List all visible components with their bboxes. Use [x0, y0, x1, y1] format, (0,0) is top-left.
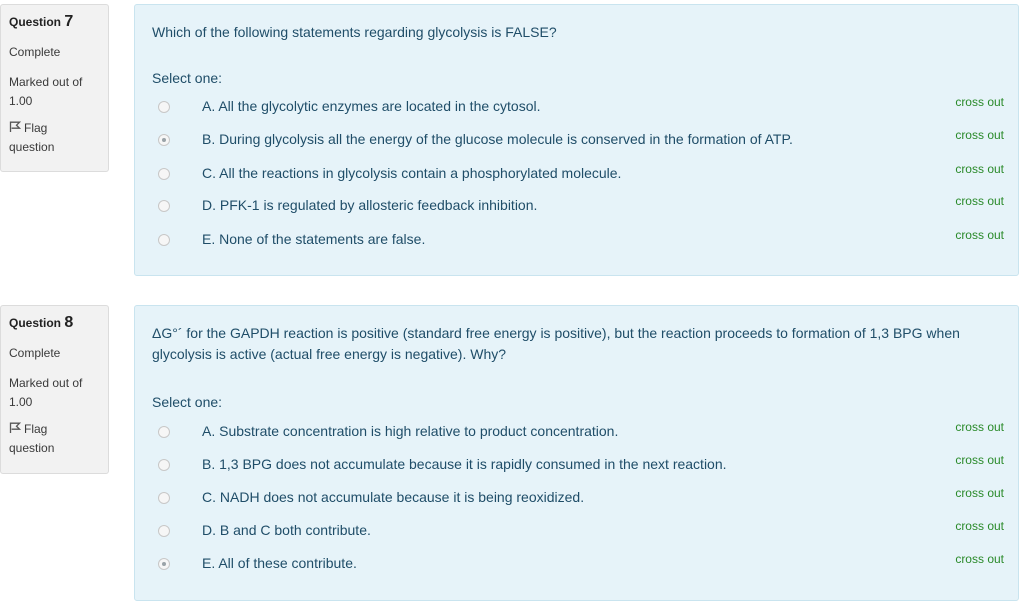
answer-radio-selected[interactable]: [158, 558, 170, 570]
answer-radio[interactable]: [158, 168, 170, 180]
answer-label[interactable]: B. During glycolysis all the energy of the glucose molecule is conserved in the formation of ATP.: [202, 131, 793, 147]
question-grade: Marked out of 1.00: [9, 376, 83, 409]
cross-out-link[interactable]: cross out: [955, 453, 1004, 467]
cross-out-link[interactable]: cross out: [955, 95, 1004, 109]
answer-radio[interactable]: [158, 492, 170, 504]
question-info-panel: [0, 4, 109, 172]
answer-label[interactable]: A. Substrate concentration is high relative to product concentration.: [202, 423, 619, 439]
cross-out-link[interactable]: cross out: [955, 486, 1004, 500]
answer-radio[interactable]: [158, 426, 170, 438]
flag-question-label: Flag question: [9, 121, 55, 154]
answer-label[interactable]: C. NADH does not accumulate because it is being reoxidized.: [202, 489, 585, 505]
answer-radio[interactable]: [158, 234, 170, 246]
answer-option[interactable]: [135, 130, 1020, 154]
question-number: [9, 314, 108, 332]
cross-out-link[interactable]: cross out: [955, 519, 1004, 533]
flag-icon: [9, 121, 21, 133]
question-info-panel: [0, 305, 109, 474]
flag-question-label: Flag question: [9, 422, 55, 455]
question-prefix: Question: [9, 316, 62, 330]
question-number-value: 7: [64, 13, 74, 30]
question-content: [134, 4, 1019, 276]
cross-out-link[interactable]: cross out: [955, 228, 1004, 242]
question-text: Which of the following statements regarding glycolysis is FALSE?: [152, 24, 557, 40]
answer-label[interactable]: B. 1,3 BPG does not accumulate because it is rapidly consumed in the next reaction.: [202, 456, 727, 472]
answer-label[interactable]: E. All of these contribute.: [202, 555, 357, 571]
answer-option[interactable]: [135, 455, 1020, 479]
answer-option[interactable]: [135, 196, 1020, 220]
cross-out-link[interactable]: cross out: [955, 420, 1004, 434]
question-state: Complete: [9, 45, 61, 59]
select-one-label: Select one:: [152, 70, 223, 86]
answer-label[interactable]: C. All the reactions in glycolysis contain a phosphorylated molecule.: [202, 165, 622, 181]
cross-out-link[interactable]: cross out: [955, 552, 1004, 566]
answer-option[interactable]: [135, 164, 1020, 188]
answer-label[interactable]: E. None of the statements are false.: [202, 231, 426, 247]
question-state: Complete: [9, 346, 61, 360]
answer-option[interactable]: [135, 230, 1020, 254]
answer-option[interactable]: [135, 422, 1020, 446]
answer-label[interactable]: D. PFK-1 is regulated by allosteric feedback inhibition.: [202, 197, 538, 213]
question-grade: Marked out of 1.00: [9, 75, 83, 108]
answer-label[interactable]: D. B and C both contribute.: [202, 522, 371, 538]
answer-radio[interactable]: [158, 200, 170, 212]
answer-radio[interactable]: [158, 459, 170, 471]
question-number-value: 8: [64, 314, 74, 331]
cross-out-link[interactable]: cross out: [955, 128, 1004, 142]
question-prefix: Question: [9, 15, 62, 29]
answer-radio-selected[interactable]: [158, 134, 170, 146]
flag-icon: [9, 422, 21, 434]
answer-option[interactable]: [135, 554, 1020, 578]
cross-out-link[interactable]: cross out: [955, 194, 1004, 208]
answer-option[interactable]: [135, 488, 1020, 512]
question-number: [9, 13, 108, 31]
answer-radio[interactable]: [158, 101, 170, 113]
flag-question-button[interactable]: [9, 119, 94, 157]
answer-radio[interactable]: [158, 525, 170, 537]
answer-option[interactable]: [135, 97, 1020, 121]
answer-label[interactable]: A. All the glycolytic enzymes are located in the cytosol.: [202, 98, 541, 114]
cross-out-link[interactable]: cross out: [955, 162, 1004, 176]
question-content: [134, 305, 1019, 601]
flag-question-button[interactable]: [9, 420, 94, 458]
select-one-label: Select one:: [152, 394, 223, 410]
question-text: ΔG°´ for the GAPDH reaction is positive (standard free energy is positive), but the reaction proceeds to formation of 1,3 BPG when glycolysis is active (actual free energy is negative). Why?: [152, 325, 960, 362]
answer-option[interactable]: [135, 521, 1020, 545]
